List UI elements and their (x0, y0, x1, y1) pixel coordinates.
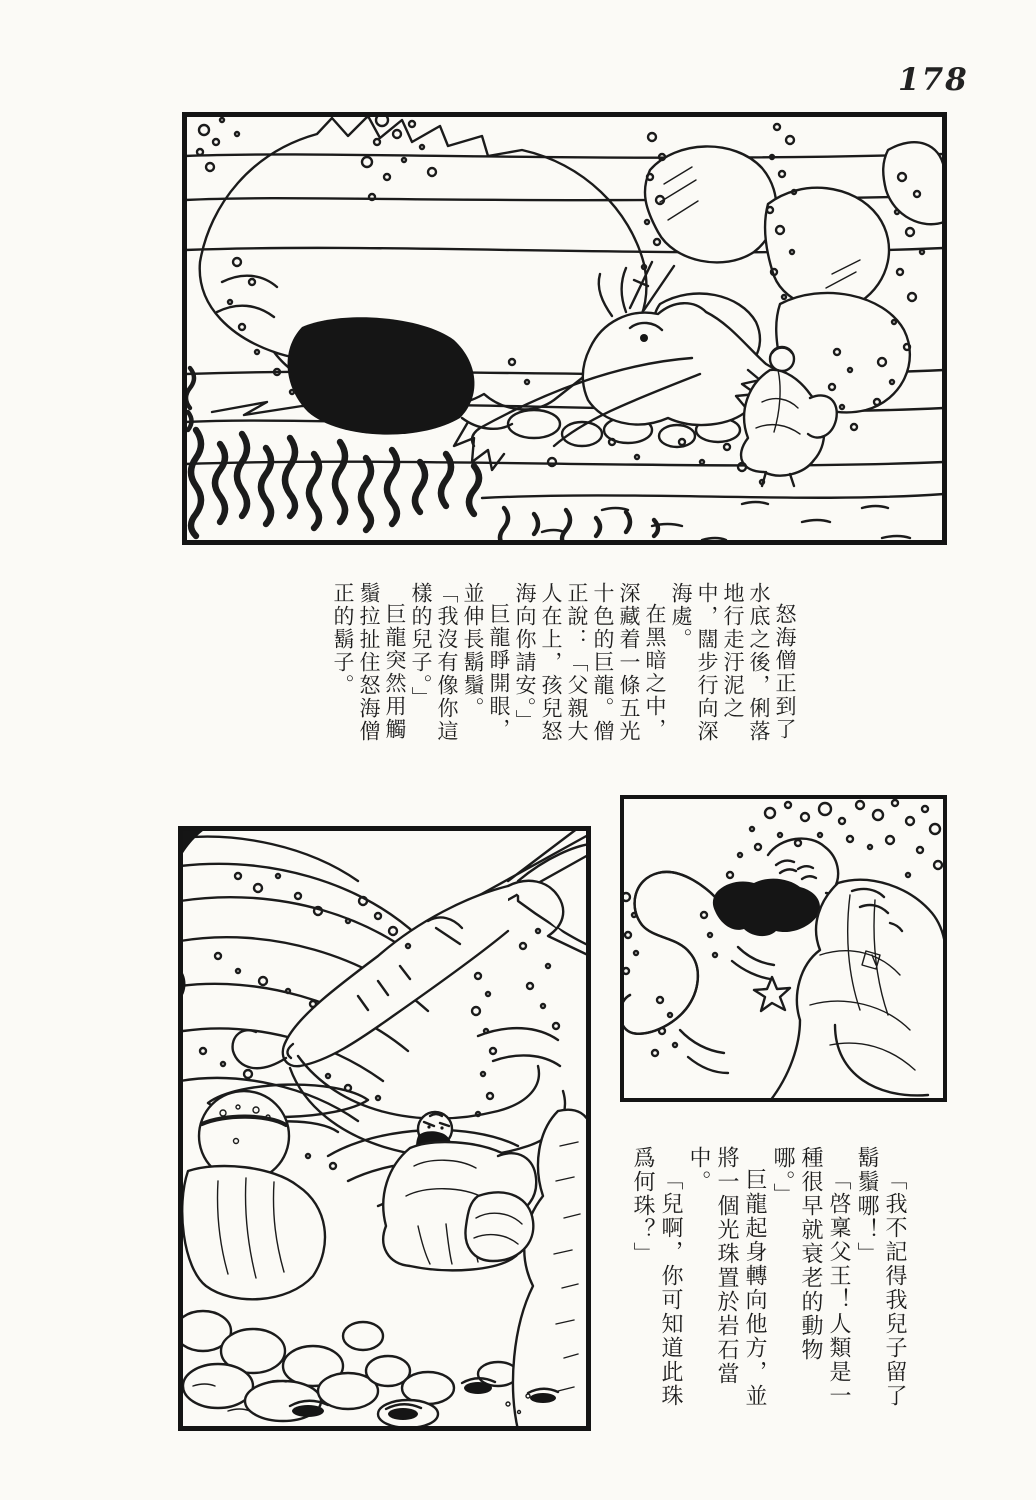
narration-block-bottom (628, 1146, 908, 1408)
narration-paragraph: 巨龍睜開眼，並伸長鬍鬚。「我沒有像你這樣的兒子。」 (409, 582, 511, 743)
narration-paragraph: 巨龍起身轉向他方，並將一個光珠置於岩石當中。 (686, 1146, 767, 1408)
narration-paragraph: 在黑暗之中，深藏着一條五光十色的巨龍。僧正說：「父親大人在上，孩兒怒海向你請安。」 (513, 582, 667, 743)
bottom-left-panel-drawing (178, 826, 591, 1431)
monk-figure-yanked (713, 839, 947, 1101)
beard (713, 879, 820, 936)
narration-paragraph: 「兒啊，你可知道此珠爲何珠？」 (630, 1146, 683, 1408)
bottom-right-panel-drawing (620, 795, 947, 1102)
panel-bottom-right-monk-whisker (620, 795, 947, 1102)
narration-paragraph: 「啓稟父王！人類是一種很早就衰老的動物哪。」 (770, 1146, 851, 1408)
monk-figure-standing (383, 1112, 536, 1270)
narration-block-middle (330, 582, 798, 746)
narration-paragraph: 「我不記得我兒子留了鬍鬚哪！」 (854, 1146, 907, 1408)
narration-paragraph: 怒海僧正到了水底之後，俐落地行走汙泥之中，闊步行向深海處。 (669, 582, 797, 743)
narration-paragraph: 巨龍突然用觸鬚拉扯住怒海僧正的鬍子。 (331, 582, 407, 743)
page-number: 178 (898, 62, 969, 98)
dragon-shadow-blob (288, 317, 475, 434)
top-panel-drawing (182, 112, 947, 545)
panel-top-underwater-dragon (182, 112, 947, 545)
panel-bottom-left-dragon-pearl (178, 826, 591, 1431)
star-sparkle (754, 977, 790, 1011)
whisker-ribbon (620, 872, 722, 1034)
